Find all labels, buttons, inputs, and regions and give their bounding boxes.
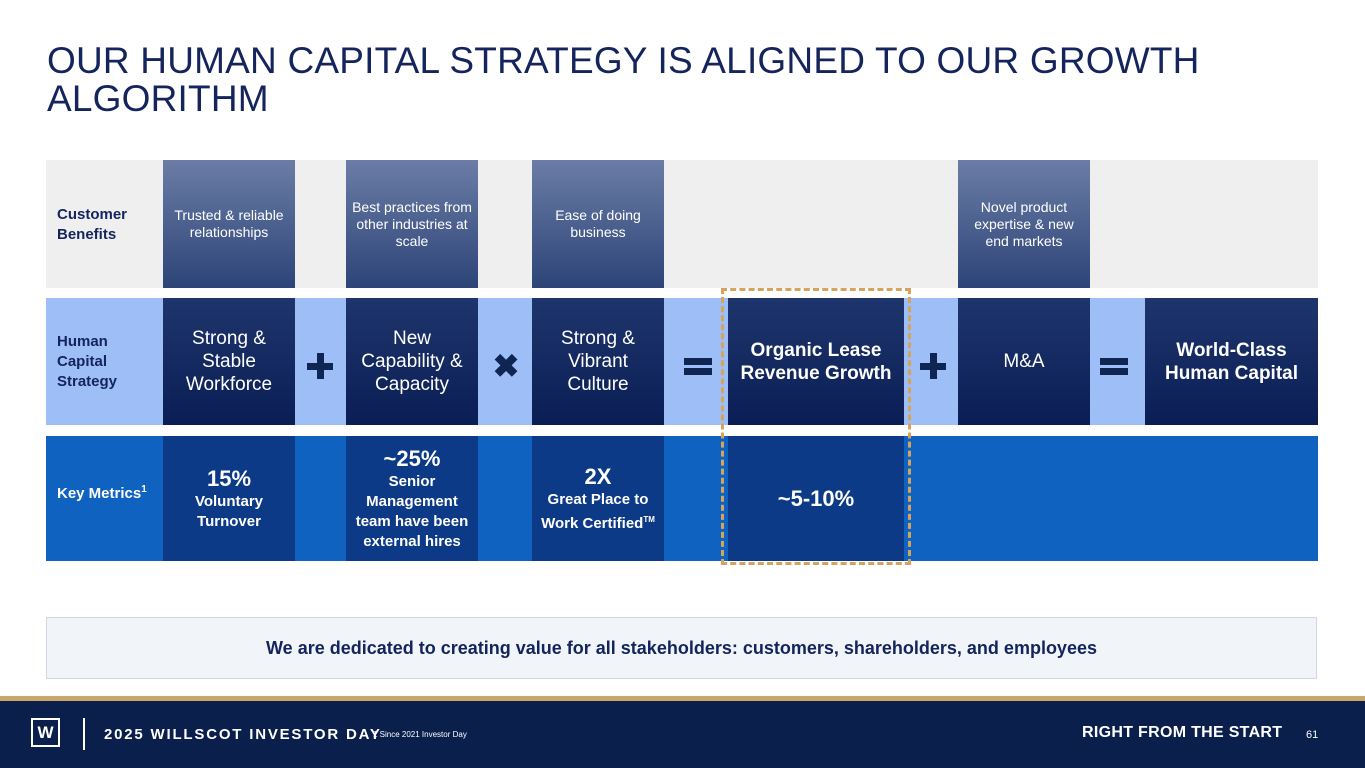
benefit-novel-product: Novel product expertise & new end markets	[958, 160, 1090, 288]
key-metrics-text: Key Metrics	[57, 485, 142, 502]
metric-great-place-to-work	[532, 436, 664, 561]
metric-value: 2X	[584, 463, 612, 489]
strategy-new-capability: New Capability & Capacity	[346, 298, 478, 425]
page-title: OUR HUMAN CAPITAL STRATEGY IS ALIGNED TO OUR GROWTH ALGORITHM	[47, 40, 1200, 119]
willscot-logo: W	[31, 718, 60, 747]
stakeholder-message: We are dedicated to creating value for all stakeholders: customers, shareholders, and employees	[46, 617, 1317, 679]
footnote-marker: 1	[141, 484, 147, 495]
strategy-organic-lease-growth: Organic Lease Revenue Growth	[728, 298, 904, 425]
row-label-key-metrics	[57, 480, 157, 504]
equals-icon	[681, 349, 715, 383]
row-label-customer-benefits: Customer Benefits	[57, 206, 128, 243]
plus-icon	[916, 349, 950, 383]
row-label-human-capital-strategy: Human Capital Strategy	[57, 333, 118, 390]
page-number: 61	[1306, 729, 1319, 741]
metric-label	[536, 490, 660, 534]
times-icon: ✖	[492, 348, 520, 384]
trademark-mark: TM	[643, 514, 655, 524]
equals-icon	[1097, 349, 1131, 383]
metric-label: Voluntary Turnover	[194, 492, 264, 530]
strategy-world-class-human-capital: World-Class Human Capital	[1145, 298, 1318, 425]
footer-divider	[83, 718, 85, 750]
strategy-strong-culture: Strong & Vibrant Culture	[532, 298, 664, 425]
strategy-m-and-a: M&A	[958, 298, 1090, 425]
metric-value: ~25%	[383, 445, 441, 471]
metric-external-hires	[346, 436, 478, 561]
benefit-best-practices: Best practices from other industries at scale	[346, 160, 478, 288]
plus-icon	[303, 349, 337, 383]
highlight-dashed-outline	[721, 288, 911, 565]
benefit-ease-of-business: Ease of doing business	[532, 160, 664, 288]
tagline-logo: RIGHT FROM THE START	[1082, 724, 1283, 741]
metric-voluntary-turnover	[163, 436, 295, 561]
metric-value: 15%	[206, 465, 252, 491]
strategy-strong-stable-workforce: Strong & Stable Workforce	[163, 298, 295, 425]
metric-label-text: Great Place to Work Certified	[541, 490, 649, 532]
event-name: 2025 WILLSCOT INVESTOR DAY	[104, 726, 382, 743]
footnote: 1 Since 2021 Investor Day	[373, 730, 467, 739]
metric-label: Senior Management team have been external hires	[355, 472, 469, 550]
benefit-trusted-relationships: Trusted & reliable relationships	[163, 160, 295, 288]
metric-value: ~5-10%	[777, 485, 855, 511]
